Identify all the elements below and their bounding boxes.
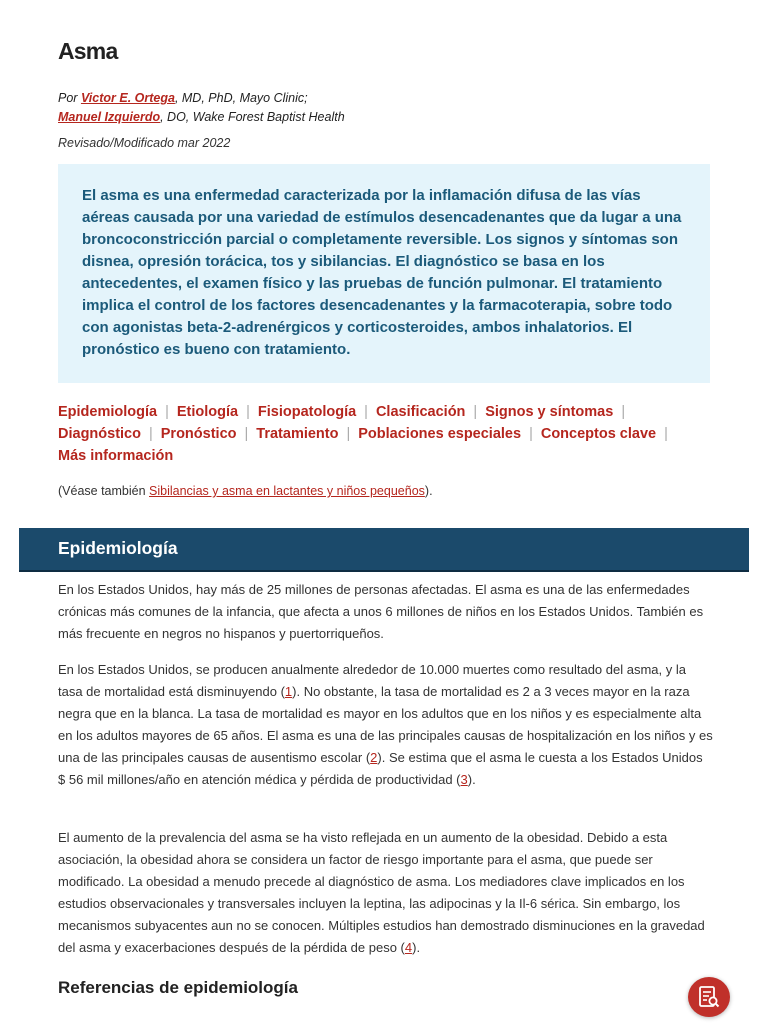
toc-link-mas-informacion[interactable]: Más información xyxy=(58,448,174,464)
see-also-suffix: ). xyxy=(424,484,433,498)
paragraph-text: En los Estados Unidos, se producen anualmente alrededor de 10.000 muertes como resultado del asma, y la tasa de mortalidad está disminuyendo ( xyxy=(58,662,686,699)
toc-link-etiologia[interactable]: Etiología xyxy=(176,404,239,420)
see-also-prefix: (Véase también xyxy=(58,484,150,498)
see-also-link[interactable]: Sibilancias y asma en lactantes y niños pequeños xyxy=(149,484,425,498)
toc-link-conceptos-clave[interactable]: Conceptos clave xyxy=(540,426,657,442)
see-also-note xyxy=(58,484,433,498)
paragraph-mortality xyxy=(58,659,713,791)
floating-action-button[interactable] xyxy=(688,977,730,1017)
toc-link-clasificacion[interactable]: Clasificación xyxy=(375,404,466,420)
section-header-epidemiology xyxy=(19,528,749,572)
author-credentials: , DO, xyxy=(160,110,190,124)
section-title: Epidemiología xyxy=(58,538,178,558)
paragraph-text: El aumento de la prevalencia del asma se ha visto reflejada en un aumento de la obesidad. Debido a esta asociación, la obesidad ahora se considera un factor de riesgo importante para el asma, que puede ser modificado. La obesidad a menudo precede al diagnóstico de asma. Los mediadores clave implicados en los estudios observacionales y transversales incluyen la leptina, las adipocinas y la Il-6 sérica. Sin embargo, los mecanismos subyacentes aun no se conocen. Múltiples estudios han demostrado disminuciones en la gravedad del asma y exacerbaciones después de la pérdida de peso ( xyxy=(58,830,705,955)
toc-separator: | xyxy=(346,426,351,442)
paragraph-text: ). No obstante, la tasa de mortalidad es 2 a 3 veces mayor en la raza negra que en la blanca. La tasa de mortalidad es mayor en los adultos que en los niños y es especialmente alta en los adultos mayores de 65 años. El asma es una de las principales causas de hospitalización en los niños y es una de las principales causas de ausentismo escolar ( xyxy=(58,684,713,765)
document-search-icon xyxy=(697,985,721,1009)
toc-link-pronostico[interactable]: Pronóstico xyxy=(160,426,237,442)
paragraph-obesity xyxy=(58,827,713,959)
reference-link-2[interactable]: 2 xyxy=(370,750,378,765)
toc-separator: | xyxy=(364,404,368,420)
author-credentials: , MD, PhD, xyxy=(174,91,237,105)
toc-link-epidemiologia[interactable]: Epidemiología xyxy=(58,404,158,420)
toc-link-fisiopatologia[interactable]: Fisiopatología xyxy=(257,404,357,420)
references-heading: Referencias de epidemiología xyxy=(58,978,298,997)
toc-separator: | xyxy=(246,404,250,420)
toc-separator: | xyxy=(529,426,533,442)
toc-link-poblaciones-especiales[interactable]: Poblaciones especiales xyxy=(358,426,522,442)
reviewed-date: Revisado/Modificado mar 2022 xyxy=(58,136,231,150)
page-title: Asma xyxy=(58,38,118,64)
reference-link-3[interactable]: 3 xyxy=(460,772,468,787)
paragraph-text: ). Se estima que el asma le cuesta a los Estados Unidos $ 56 mil millones/año en atención médica y pérdida de productividad ( xyxy=(58,750,703,787)
author-line xyxy=(58,89,345,127)
toc-link-diagnostico[interactable]: Diagnóstico xyxy=(58,426,141,442)
toc-separator: | xyxy=(244,426,249,442)
toc-separator: | xyxy=(621,404,626,420)
toc-link-signos-sintomas[interactable]: Signos y síntomas xyxy=(485,404,614,420)
author-link-izquierdo[interactable]: Manuel Izquierdo xyxy=(58,110,161,124)
paragraph-prevalence: En los Estados Unidos, hay más de 25 millones de personas afectadas. El asma es una de las enfermedades crónicas más comunes de la infancia, que afecta a unos 6 millones de niños en los Estados Unidos. También es más frecuente en negros no hispanos y puertorriqueños. xyxy=(58,582,704,641)
reference-link-1[interactable]: 1 xyxy=(284,684,293,699)
paragraph-text: ). xyxy=(412,940,421,955)
toc-separator: | xyxy=(148,426,153,442)
reference-link-4[interactable]: 4 xyxy=(404,940,413,955)
toc-separator: | xyxy=(473,404,478,420)
table-of-contents xyxy=(58,401,698,467)
paragraph-text: ). xyxy=(467,772,476,787)
author-link-ortega[interactable]: Victor E. Ortega xyxy=(80,91,175,105)
summary-box: El asma es una enfermedad caracterizada por la inflamación difusa de las vías aéreas causada por una variedad de estímulos desencadenantes que da lugar a una broncoconstricción parcial o completamente reversible. Los signos y síntomas son disnea, opresión torácica, tos y sibilancias. El diagnóstico se basa en los antecedentes, el examen físico y las pruebas de función pulmonar. El tratamiento implica el control de los factores desencadenantes y la farmacoterapia, sobre todo con agonistas beta-2-adrenérgicos y corticosteroides, ambos inhalatorios. El pronóstico es bueno con tratamiento. xyxy=(58,164,710,383)
toc-link-tratamiento[interactable]: Tratamiento xyxy=(256,426,339,442)
author-institution: Wake Forest Baptist Health xyxy=(192,110,345,124)
by-label: Por xyxy=(58,91,78,105)
toc-separator: | xyxy=(664,426,668,442)
toc-separator: | xyxy=(165,404,169,420)
author-institution: Mayo Clinic; xyxy=(239,91,308,105)
